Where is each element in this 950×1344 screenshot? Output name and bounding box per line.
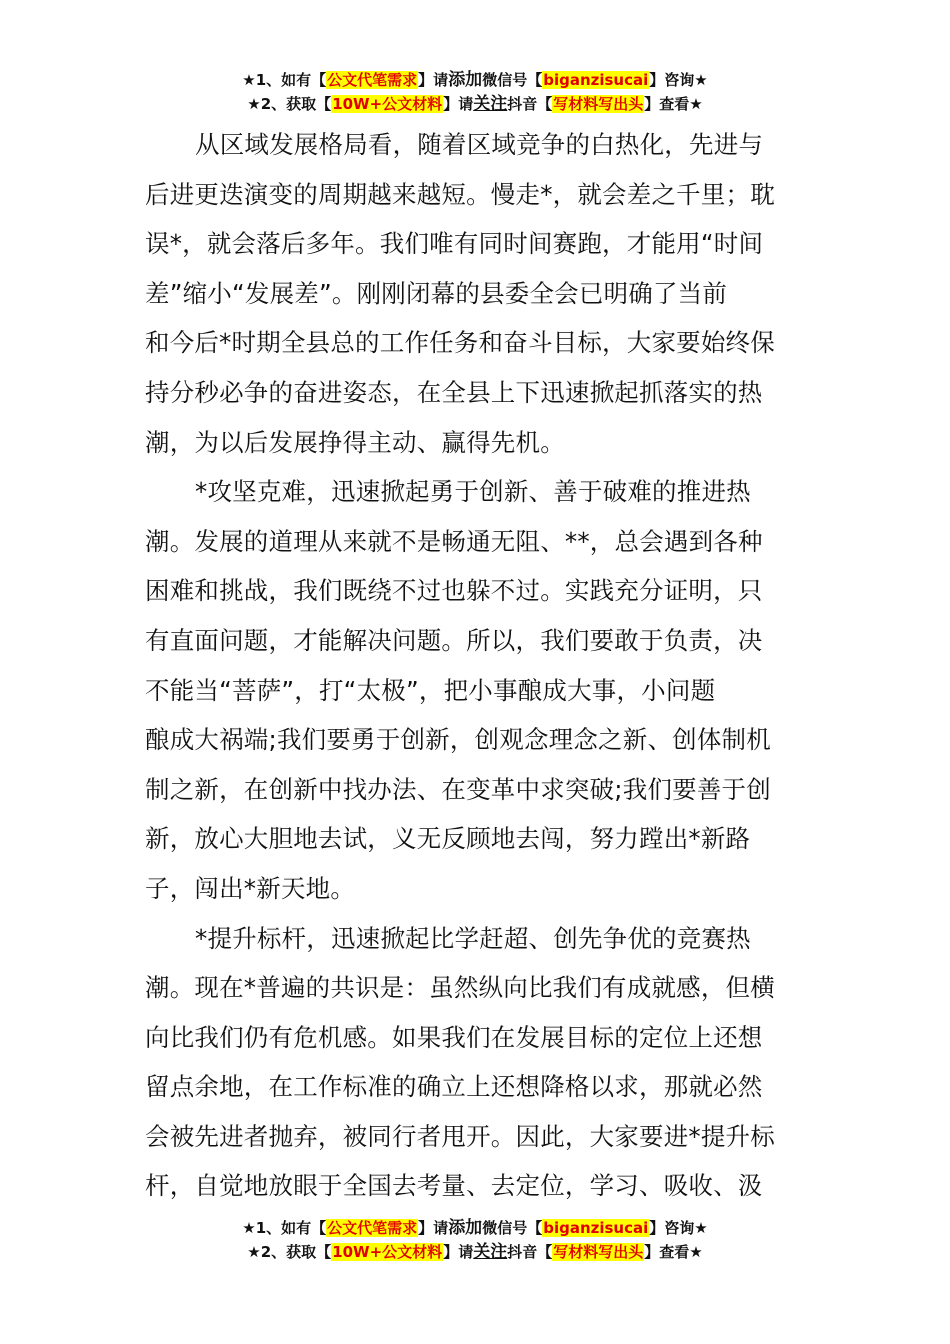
banner-text: 】请 [418,71,449,89]
text-line: 和今后*时期全县总的工作任务和奋斗目标，大家要始终保 [145,328,775,358]
text-line: 潮，为以后发展挣得主动、赢得先机。 [145,427,565,457]
text-line: 制之新，在创新中找办法、在变革中求突破;我们要善于创 [145,774,771,804]
highlight-text: 10W+公文材料 [332,1243,443,1261]
text-line: 向比我们仍有危机感。如果我们在发展目标的定位上还想 [145,1022,763,1052]
banner-text: 抖音【 [507,1243,553,1261]
banner-text: ★2、获取【 [247,95,332,113]
text-line: 有直面问题，才能解决问题。所以，我们要敢于负责，决 [145,625,763,655]
wechat-id-highlight: biganzisucai [543,1219,649,1237]
banner-line-1 [0,68,950,92]
douyin-id-highlight: 写材料写出头 [553,1243,644,1261]
banner-text: 】咨询★ [649,71,708,89]
emphasis-text: 关注 [473,1242,508,1262]
text-line: *提升标杆，迅速掀起比学赶超、创先争优的竞赛热 [195,923,751,953]
text-line: *攻坚克难，迅速掀起勇于创新、善于破难的推进热 [195,477,751,507]
paragraph-1 [145,120,807,467]
footer-banner [0,1216,950,1264]
banner-text: 抖音【 [507,95,553,113]
text-line: 子，闯出*新天地。 [145,873,356,903]
banner-text: 】请 [443,1243,474,1261]
text-line: 误*，就会落后多年。我们唯有同时间赛跑，才能用“时间 [145,229,764,259]
document-body [145,120,807,1211]
highlight-text: 公文代笔需求 [327,71,418,89]
banner-text: ★1、如有【 [242,71,327,89]
highlight-text: 10W+公文材料 [332,95,443,113]
text-line: 潮。发展的道理从来就不是畅通无阻、**，总会遇到各种 [145,526,763,556]
banner-text: ★2、获取【 [247,1243,332,1261]
douyin-id-highlight: 写材料写出头 [553,95,644,113]
header-banner [0,68,950,116]
banner-text: 】咨询★ [649,1219,708,1237]
emphasis-text: 添加 [448,70,483,90]
emphasis-text: 关注 [473,94,508,114]
text-line: 差”缩小“发展差”。刚刚闭幕的县委全会已明确了当前 [145,278,728,308]
text-line: 困难和挑战，我们既绕不过也躲不过。实践充分证明，只 [145,576,763,606]
paragraph-2 [145,467,807,913]
banner-line-1 [0,1216,950,1240]
banner-text: 】请 [418,1219,449,1237]
highlight-text: 公文代笔需求 [327,1219,418,1237]
emphasis-text: 添加 [448,1218,483,1238]
banner-text: 】查看★ [644,1243,703,1261]
banner-line-2 [0,92,950,116]
text-line: 后进更迭演变的周期越来越短。慢走*，就会差之千里；耽 [145,179,775,209]
banner-text: 】查看★ [644,95,703,113]
wechat-id-highlight: biganzisucai [543,71,649,89]
banner-line-2 [0,1240,950,1264]
text-line: 潮。现在*普遍的共识是：虽然纵向比我们有成就感，但横 [145,973,775,1003]
text-line: 酿成大祸端;我们要勇于创新，创观念理念之新、创体制机 [145,725,771,755]
text-line: 不能当“菩萨”，打“太极”，把小事酿成大事，小问题 [145,675,716,705]
text-line: 会被先进者抛弃，被同行者甩开。因此，大家要进*提升标 [145,1121,775,1151]
banner-text: 微信号【 [482,71,543,89]
banner-text: ★1、如有【 [242,1219,327,1237]
text-line: 留点余地，在工作标准的确立上还想降格以求，那就必然 [145,1072,763,1102]
text-line: 杆，自觉地放眼于全国去考量、去定位，学习、吸收、汲 [145,1171,763,1201]
text-line: 从区域发展格局看，随着区域竞争的白热化，先进与 [195,130,764,159]
banner-text: 】请 [443,95,474,113]
text-line: 新，放心大胆地去试，义无反顾地去闯，努力蹚出*新路 [145,824,751,854]
text-line: 持分秒必争的奋进姿态，在全县上下迅速掀起抓落实的热 [145,377,763,407]
paragraph-3 [145,914,807,1212]
banner-text: 微信号【 [482,1219,543,1237]
